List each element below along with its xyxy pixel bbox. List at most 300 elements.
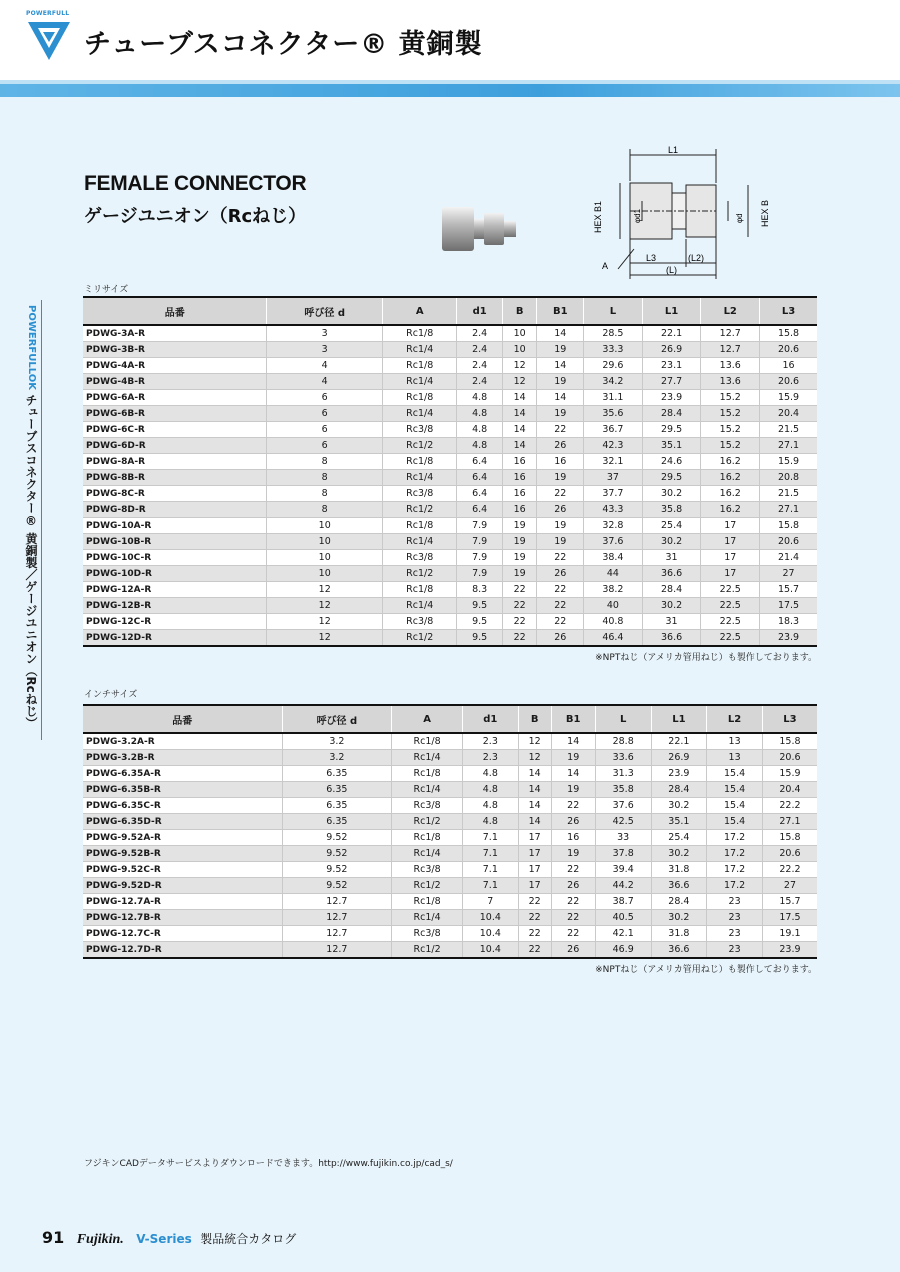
page-footer [42, 1228, 296, 1248]
table-cell: 22 [502, 614, 537, 630]
table-cell: 26.9 [651, 750, 707, 766]
table-cell: 7.1 [462, 846, 518, 862]
table-cell: 15.9 [762, 766, 817, 782]
metric-header-cell: L3 [760, 297, 817, 325]
inch-header-cell: 呼び径 d [282, 705, 392, 733]
table-row [83, 325, 817, 342]
table-cell: 30.2 [651, 846, 707, 862]
table-cell: 22 [551, 798, 595, 814]
label-hexb: HEX B [760, 199, 770, 227]
table-cell: Rc1/4 [382, 598, 456, 614]
table-cell: 16.2 [701, 470, 760, 486]
table-cell: 9.5 [457, 630, 502, 647]
table-cell: 8 [267, 470, 383, 486]
dimension-diagram [588, 145, 778, 285]
table-cell: 14 [551, 733, 595, 750]
table-cell: Rc1/4 [392, 782, 463, 798]
table-cell: 36.6 [651, 942, 707, 959]
table-cell: 23 [707, 942, 763, 959]
table-row [83, 406, 817, 422]
table-cell: Rc1/8 [392, 733, 463, 750]
table-cell: Rc3/8 [382, 486, 456, 502]
table-cell: 2.4 [457, 342, 502, 358]
table-cell: 12 [502, 374, 537, 390]
table-cell: 7.1 [462, 878, 518, 894]
table-cell: 46.9 [595, 942, 651, 959]
table-cell: Rc1/8 [392, 830, 463, 846]
table-cell: 22.2 [762, 798, 817, 814]
company-logo: Fujikin. [76, 1232, 124, 1247]
table-cell: 4.8 [462, 782, 518, 798]
table-cell: 6.35 [282, 814, 392, 830]
table-cell: 4.8 [457, 406, 502, 422]
part-number-cell: PDWG-12A-R [83, 582, 267, 598]
table-cell: 6.4 [457, 470, 502, 486]
table-cell: 29.5 [642, 470, 701, 486]
part-number-cell: PDWG-9.52B-R [83, 846, 282, 862]
part-number-cell: PDWG-6.35A-R [83, 766, 282, 782]
table-cell: 25.4 [651, 830, 707, 846]
table-cell: 13.6 [701, 374, 760, 390]
table-cell: 40.5 [595, 910, 651, 926]
table-cell: 27 [760, 566, 817, 582]
table-cell: 14 [518, 798, 551, 814]
table-cell: 9.52 [282, 878, 392, 894]
table-row [83, 862, 817, 878]
table-cell: 12.7 [282, 926, 392, 942]
inch-header-cell: B [518, 705, 551, 733]
table-cell: 15.2 [701, 406, 760, 422]
table-cell: 19 [537, 534, 584, 550]
table-cell: 15.9 [760, 390, 817, 406]
table-cell: 22 [537, 486, 584, 502]
table-row [83, 910, 817, 926]
table-cell: 15.2 [701, 422, 760, 438]
inch-header-cell: d1 [462, 705, 518, 733]
table-cell: 16 [502, 454, 537, 470]
table-cell: 28.8 [595, 733, 651, 750]
table-cell: Rc1/2 [382, 502, 456, 518]
table-cell: 17 [518, 846, 551, 862]
table-cell: 14 [502, 422, 537, 438]
part-number-cell: PDWG-6B-R [83, 406, 267, 422]
table-cell: 16.2 [701, 454, 760, 470]
metric-header-cell: L1 [642, 297, 701, 325]
table-cell: 6.4 [457, 502, 502, 518]
table-cell: 37.8 [595, 846, 651, 862]
table-cell: 30.2 [651, 798, 707, 814]
table-cell: 12 [518, 750, 551, 766]
table-cell: 12.7 [701, 342, 760, 358]
table-cell: 26 [551, 942, 595, 959]
cad-download-note: フジキンCADデータサービスよりダウンロードできます。http://www.fujikin.co.jp/cad_s/ [84, 1159, 453, 1169]
table-cell: 4.8 [462, 798, 518, 814]
inch-size-label: インチサイズ [84, 690, 138, 700]
table-cell: 8.3 [457, 582, 502, 598]
table-cell: 22 [518, 942, 551, 959]
table-cell: 33.6 [595, 750, 651, 766]
part-number-cell: PDWG-9.52D-R [83, 878, 282, 894]
table-cell: 23.9 [760, 630, 817, 647]
table-cell: 34.2 [584, 374, 643, 390]
table-cell: 6 [267, 422, 383, 438]
table-cell: 22 [502, 582, 537, 598]
page-title: チューブスコネクター® 黄銅製 [84, 29, 483, 60]
table-cell: Rc1/4 [392, 846, 463, 862]
table-row [83, 846, 817, 862]
table-cell: 10 [267, 566, 383, 582]
table-cell: 15.7 [760, 582, 817, 598]
table-cell: 16.2 [701, 502, 760, 518]
table-cell: 7 [462, 894, 518, 910]
product-photo [440, 203, 520, 255]
part-number-cell: PDWG-6C-R [83, 422, 267, 438]
table-cell: 12 [267, 630, 383, 647]
table-row [83, 798, 817, 814]
inch-header-cell: L3 [762, 705, 817, 733]
inch-spec-table [83, 704, 817, 959]
table-cell: 6 [267, 438, 383, 454]
table-row [83, 894, 817, 910]
part-number-cell: PDWG-10B-R [83, 534, 267, 550]
table-cell: 8 [267, 454, 383, 470]
inch-header-cell: B1 [551, 705, 595, 733]
table-cell: 22 [537, 582, 584, 598]
table-cell: 2.4 [457, 358, 502, 374]
table-cell: 15.8 [760, 518, 817, 534]
table-cell: 22 [502, 630, 537, 647]
table-cell: 7.9 [457, 550, 502, 566]
table-cell: Rc3/8 [392, 926, 463, 942]
table-cell: 23.9 [762, 942, 817, 959]
table-cell: 22 [537, 598, 584, 614]
table-row [83, 766, 817, 782]
table-cell: 15.7 [762, 894, 817, 910]
table-cell: 14 [502, 438, 537, 454]
table-cell: 28.4 [642, 582, 701, 598]
table-cell: 26.9 [642, 342, 701, 358]
table-cell: 22 [518, 926, 551, 942]
table-cell: 10.4 [462, 910, 518, 926]
table-row [83, 942, 817, 959]
part-number-cell: PDWG-12B-R [83, 598, 267, 614]
label-l3: L3 [646, 253, 657, 263]
table-cell: 19.1 [762, 926, 817, 942]
table-cell: 19 [537, 470, 584, 486]
part-number-cell: PDWG-3B-R [83, 342, 267, 358]
table-cell: Rc1/8 [382, 454, 456, 470]
table-cell: Rc3/8 [392, 798, 463, 814]
table-cell: 4.8 [457, 390, 502, 406]
table-cell: 27.7 [642, 374, 701, 390]
part-number-cell: PDWG-9.52A-R [83, 830, 282, 846]
table-cell: 22.1 [651, 733, 707, 750]
table-cell: 9.5 [457, 598, 502, 614]
table-cell: 37.7 [584, 486, 643, 502]
table-cell: 13 [707, 750, 763, 766]
table-row [83, 814, 817, 830]
table-row [83, 422, 817, 438]
side-divider [41, 300, 42, 740]
part-number-cell: PDWG-10D-R [83, 566, 267, 582]
table-cell: 15.4 [707, 814, 763, 830]
metric-size-label: ミリサイズ [84, 285, 129, 295]
table-cell: 10.4 [462, 926, 518, 942]
table-cell: 31 [642, 550, 701, 566]
table-cell: 20.4 [762, 782, 817, 798]
table-cell: 36.6 [642, 566, 701, 582]
table-cell: 10.4 [462, 942, 518, 959]
table-cell: Rc1/2 [382, 630, 456, 647]
part-number-cell: PDWG-9.52C-R [83, 862, 282, 878]
table-cell: 15.8 [762, 733, 817, 750]
table-cell: 28.4 [651, 894, 707, 910]
part-number-cell: PDWG-12C-R [83, 614, 267, 630]
table-cell: 9.5 [457, 614, 502, 630]
table-row [83, 566, 817, 582]
table-cell: 39.4 [595, 862, 651, 878]
table-cell: 12.7 [282, 894, 392, 910]
table-cell: 27.1 [760, 502, 817, 518]
table-cell: 14 [502, 406, 537, 422]
side-label [16, 305, 40, 729]
table-cell: 16 [502, 486, 537, 502]
table-row [83, 470, 817, 486]
table-cell: 2.4 [457, 325, 502, 342]
table-cell: 10 [267, 534, 383, 550]
table-cell: 33.3 [584, 342, 643, 358]
table-cell: 17.5 [762, 910, 817, 926]
label-l2: (L2) [688, 253, 705, 263]
table-cell: 2.4 [457, 374, 502, 390]
table-cell: 35.1 [651, 814, 707, 830]
table-row [83, 878, 817, 894]
table-cell: 20.4 [760, 406, 817, 422]
table-cell: 25.4 [642, 518, 701, 534]
table-cell: Rc1/2 [382, 566, 456, 582]
table-cell: Rc1/8 [382, 582, 456, 598]
v-logo-icon [28, 18, 70, 62]
table-cell: 8 [267, 486, 383, 502]
inch-header-cell: L2 [707, 705, 763, 733]
part-number-cell: PDWG-12D-R [83, 630, 267, 647]
table-cell: 24.6 [642, 454, 701, 470]
table-cell: 46.4 [584, 630, 643, 647]
table-cell: 10 [267, 550, 383, 566]
table-cell: 37 [584, 470, 643, 486]
table-row [83, 454, 817, 470]
table-cell: 2.3 [462, 750, 518, 766]
part-number-cell: PDWG-8C-R [83, 486, 267, 502]
metric-header-cell: L2 [701, 297, 760, 325]
part-number-cell: PDWG-6.35B-R [83, 782, 282, 798]
table-cell: 18.3 [760, 614, 817, 630]
table-cell: Rc3/8 [382, 422, 456, 438]
table-cell: 40.8 [584, 614, 643, 630]
table-cell: 35.6 [584, 406, 643, 422]
table-cell: 12 [267, 614, 383, 630]
table-cell: 6.35 [282, 798, 392, 814]
side-text: チューブスコネクター® 黄銅製／ゲージユニオン（Rcねじ） [24, 394, 38, 729]
table-cell: 43.3 [584, 502, 643, 518]
table-row [83, 582, 817, 598]
powerfull-logo [26, 10, 72, 62]
table-row [83, 782, 817, 798]
table-cell: 12 [267, 598, 383, 614]
table-cell: 30.2 [642, 598, 701, 614]
table-cell: 23.9 [651, 766, 707, 782]
table-cell: 16 [502, 502, 537, 518]
table-cell: 36.6 [642, 630, 701, 647]
metric-header-cell: 呼び径 d [267, 297, 383, 325]
table-cell: 19 [551, 750, 595, 766]
table-cell: 17 [518, 862, 551, 878]
table-cell: 16 [760, 358, 817, 374]
table-cell: 26 [537, 438, 584, 454]
table-cell: 16 [551, 830, 595, 846]
part-number-cell: PDWG-6D-R [83, 438, 267, 454]
table-row [83, 630, 817, 647]
table-cell: 23.1 [642, 358, 701, 374]
part-number-cell: PDWG-12.7C-R [83, 926, 282, 942]
inch-header-cell: L1 [651, 705, 707, 733]
table-cell: 10 [502, 325, 537, 342]
label-d: φd [735, 213, 744, 223]
table-row [83, 390, 817, 406]
table-cell: 17 [701, 518, 760, 534]
table-cell: 19 [551, 846, 595, 862]
inch-npt-note: ※NPTねじ（アメリカ管用ねじ）も製作しております。 [595, 965, 817, 975]
table-cell: 14 [551, 766, 595, 782]
table-cell: 23.9 [642, 390, 701, 406]
table-cell: 22 [551, 926, 595, 942]
metric-header-cell: B1 [537, 297, 584, 325]
part-number-cell: PDWG-6.35D-R [83, 814, 282, 830]
table-cell: 17.2 [707, 878, 763, 894]
table-cell: 9.52 [282, 862, 392, 878]
table-cell: Rc1/8 [392, 894, 463, 910]
table-cell: 22 [551, 910, 595, 926]
table-cell: 3 [267, 342, 383, 358]
inch-header-cell: A [392, 705, 463, 733]
table-cell: 3 [267, 325, 383, 342]
part-number-cell: PDWG-3.2A-R [83, 733, 282, 750]
table-cell: 17 [701, 534, 760, 550]
part-number-cell: PDWG-12.7D-R [83, 942, 282, 959]
table-cell: 19 [502, 518, 537, 534]
metric-spec-table [83, 296, 817, 647]
table-cell: 32.8 [584, 518, 643, 534]
table-cell: 30.2 [651, 910, 707, 926]
part-number-cell: PDWG-4A-R [83, 358, 267, 374]
table-cell: 17.5 [760, 598, 817, 614]
table-cell: 40 [584, 598, 643, 614]
table-cell: 38.7 [595, 894, 651, 910]
table-cell: 31.8 [651, 926, 707, 942]
table-cell: 15.4 [707, 798, 763, 814]
table-cell: Rc3/8 [382, 550, 456, 566]
table-cell: 15.4 [707, 766, 763, 782]
table-cell: 17.2 [707, 846, 763, 862]
table-cell: 6.35 [282, 782, 392, 798]
section-title-jp: ゲージユニオン（Rcねじ） [84, 206, 307, 227]
table-cell: 19 [537, 374, 584, 390]
table-cell: 4.8 [457, 438, 502, 454]
part-number-cell: PDWG-8D-R [83, 502, 267, 518]
table-cell: 15.9 [760, 454, 817, 470]
table-cell: 15.2 [701, 438, 760, 454]
table-cell: 35.1 [642, 438, 701, 454]
table-cell: 22 [537, 550, 584, 566]
table-cell: 31.1 [584, 390, 643, 406]
table-cell: 26 [537, 630, 584, 647]
table-cell: 15.8 [762, 830, 817, 846]
label-d1: φd1 [633, 208, 642, 223]
part-number-cell: PDWG-8A-R [83, 454, 267, 470]
table-cell: 12 [518, 733, 551, 750]
table-cell: Rc1/2 [392, 942, 463, 959]
page-number: 91 [42, 1228, 65, 1247]
series-name: V-Series [136, 1232, 192, 1246]
table-cell: 4 [267, 358, 383, 374]
label-l: (L) [666, 265, 677, 275]
table-row [83, 438, 817, 454]
metric-header-cell: B [502, 297, 537, 325]
table-cell: 27 [762, 878, 817, 894]
table-cell: 21.4 [760, 550, 817, 566]
table-cell: 12 [267, 582, 383, 598]
table-cell: 42.1 [595, 926, 651, 942]
table-cell: 17 [518, 878, 551, 894]
table-cell: 28.5 [584, 325, 643, 342]
table-cell: Rc1/8 [382, 518, 456, 534]
metric-header-cell: A [382, 297, 456, 325]
metric-header-cell: 品番 [83, 297, 267, 325]
table-cell: 22.5 [701, 598, 760, 614]
table-cell: 20.6 [762, 750, 817, 766]
table-cell: 38.2 [584, 582, 643, 598]
table-cell: 15.2 [701, 390, 760, 406]
metric-header-cell: d1 [457, 297, 502, 325]
table-cell: 37.6 [584, 534, 643, 550]
table-cell: 19 [537, 518, 584, 534]
table-cell: 10 [502, 342, 537, 358]
table-cell: Rc1/8 [392, 766, 463, 782]
table-cell: 36.6 [651, 878, 707, 894]
table-cell: Rc1/4 [382, 374, 456, 390]
table-cell: 17.2 [707, 830, 763, 846]
table-cell: 17 [701, 550, 760, 566]
table-row [83, 502, 817, 518]
table-cell: 14 [502, 390, 537, 406]
table-cell: 22.2 [762, 862, 817, 878]
table-cell: 16 [502, 470, 537, 486]
table-cell: 17.2 [707, 862, 763, 878]
table-cell: 31 [642, 614, 701, 630]
table-row [83, 374, 817, 390]
table-cell: 9.52 [282, 830, 392, 846]
table-cell: 22.5 [701, 630, 760, 647]
part-number-cell: PDWG-3.2B-R [83, 750, 282, 766]
part-number-cell: PDWG-6A-R [83, 390, 267, 406]
table-cell: 14 [537, 358, 584, 374]
table-cell: 22 [502, 598, 537, 614]
table-cell: 35.8 [595, 782, 651, 798]
table-cell: 13.6 [701, 358, 760, 374]
part-number-cell: PDWG-10A-R [83, 518, 267, 534]
table-cell: 21.5 [760, 422, 817, 438]
table-cell: 6 [267, 406, 383, 422]
